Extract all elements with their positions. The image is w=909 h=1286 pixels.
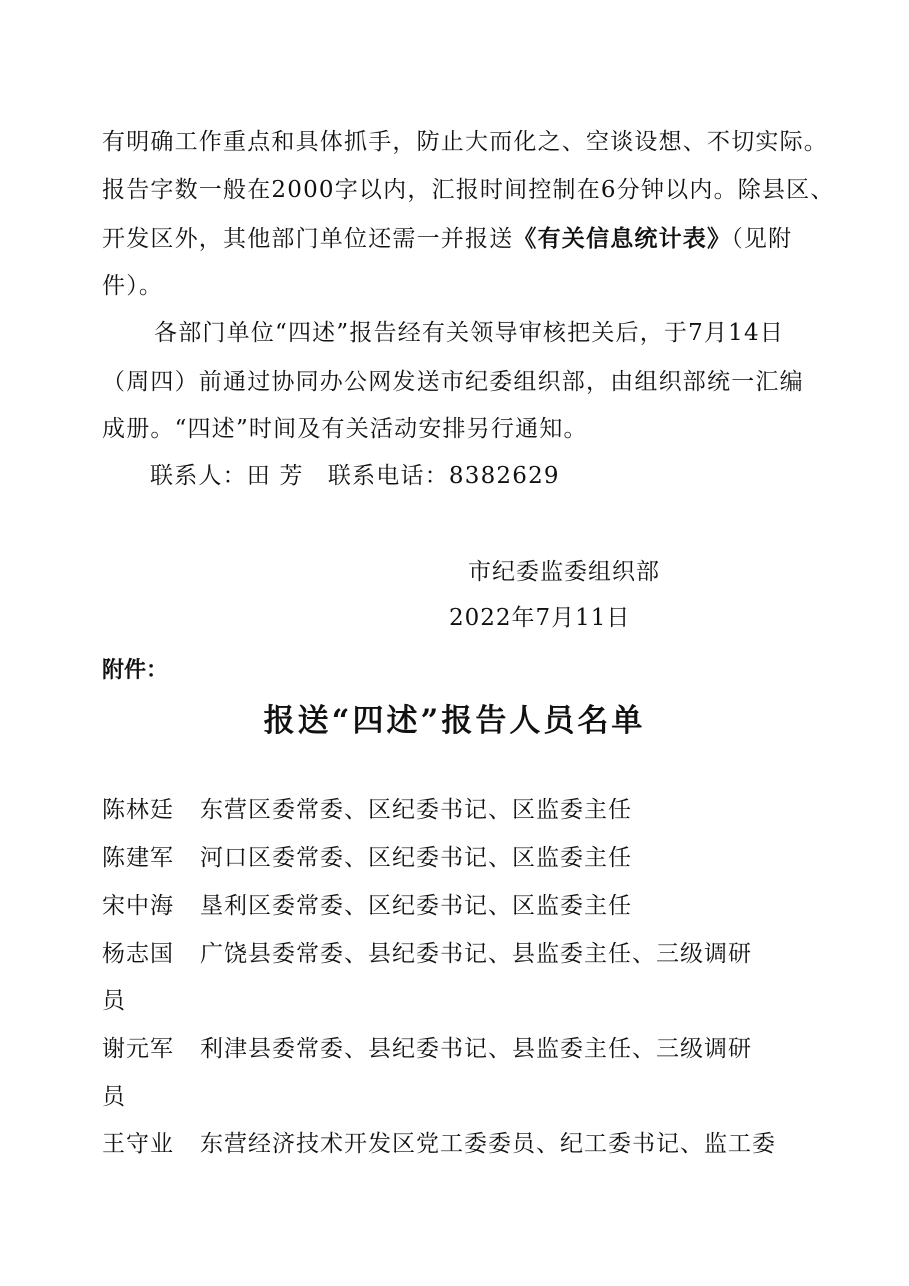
person-name: 陈建军 (102, 845, 174, 871)
attachment-label: 附件： (102, 658, 169, 683)
list-item (102, 939, 752, 969)
person-name: 陈林廷 (102, 797, 174, 823)
paragraph-1-line-2: 报告字数一般在2000字以内，汇报时间控制在6分钟以内。除县区、 (102, 177, 835, 203)
list-item (102, 891, 632, 921)
paragraph-2-line-3: 成册。“四述”时间及有关活动安排另行通知。 (102, 416, 588, 442)
person-role: 东营经济技术开发区党工委委员、纪工委书记、监工委 (200, 1131, 776, 1157)
person-role: 垦利区委常委、区纪委书记、区监委主任 (200, 893, 632, 919)
list-item (102, 795, 632, 825)
list-item (102, 1034, 752, 1064)
person-name: 王守业 (102, 1131, 174, 1157)
contact-info: 联系人：田 芳 联系电话：8382629 (150, 463, 560, 489)
statistics-table-reference: 《有关信息统计表》 (513, 225, 732, 252)
person-role: 广饶县委常委、县纪委书记、县监委主任、三级调研 (200, 941, 752, 967)
person-name: 谢元军 (102, 1036, 174, 1062)
paragraph-1-line-3-prefix: 开发区外，其他部门单位还需一并报送 (102, 226, 514, 252)
list-item (102, 843, 632, 873)
person-role: 东营区委常委、区纪委书记、区监委主任 (200, 797, 632, 823)
paragraph-1-line-1: 有明确工作重点和具体抓手，防止大而化之、空谈设想、不切实际。 (102, 129, 828, 155)
paragraph-2-line-2: （周四）前通过协同办公网发送市纪委组织部，由组织部统一汇编 (102, 369, 804, 395)
person-role-continuation: 员 (102, 988, 125, 1014)
paragraph-1-line-3 (102, 224, 792, 254)
attachment-title: 报送“四述”报告人员名单 (263, 703, 646, 739)
person-name: 宋中海 (102, 893, 174, 919)
list-item (102, 1129, 776, 1159)
person-role-continuation: 员 (102, 1084, 125, 1110)
paragraph-2-line-1: 各部门单位“四述”报告经有关领导审核把关后，于7月14日 (154, 320, 785, 346)
signature-date: 2022年7月11日 (449, 605, 631, 631)
person-role: 河口区委常委、区纪委书记、区监委主任 (200, 845, 632, 871)
person-role: 利津县委常委、县纪委书记、县监委主任、三级调研 (200, 1036, 752, 1062)
person-name: 杨志国 (102, 941, 174, 967)
paragraph-1-line-3-suffix: （见附 (731, 226, 793, 252)
signature-organization: 市纪委监委组织部 (468, 559, 660, 585)
paragraph-1-line-4: 件）。 (102, 273, 164, 299)
